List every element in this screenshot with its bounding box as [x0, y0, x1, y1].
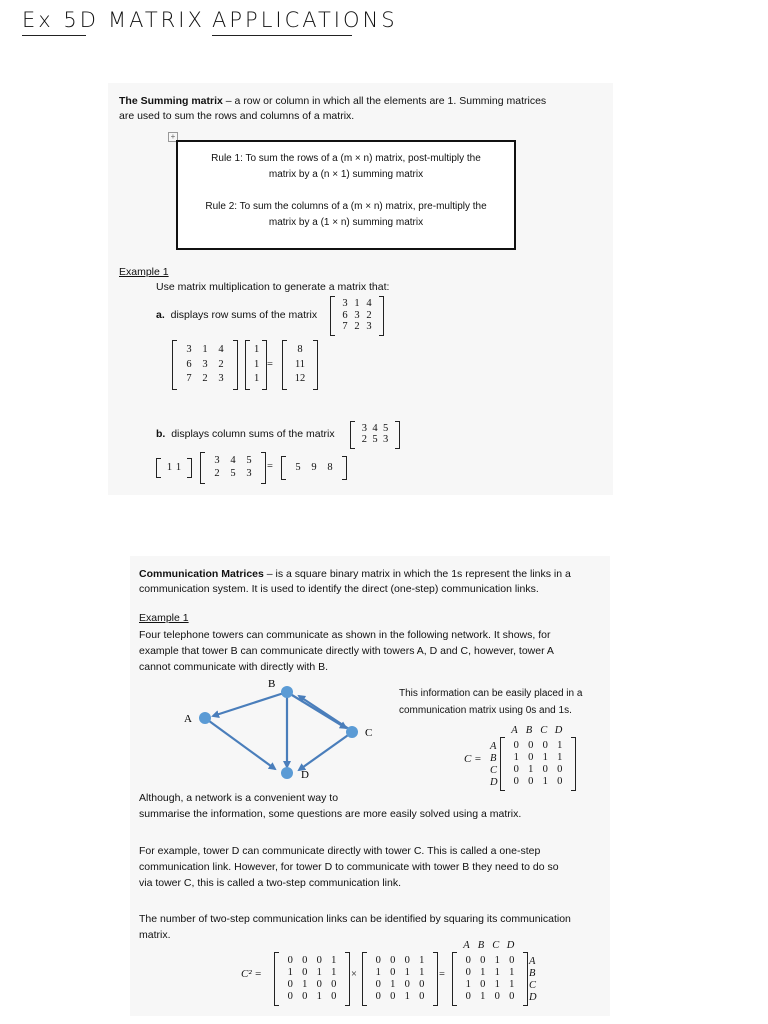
part-a-result-cell: 8	[297, 343, 303, 355]
c2-result-cell: 0	[480, 954, 486, 966]
c2-result-cell: 1	[509, 978, 515, 990]
c2-right-cell: 0	[390, 966, 396, 978]
part-a-matrix-cell: 3	[218, 373, 224, 385]
c2-result-header: D	[506, 940, 515, 951]
onestep-line3: via tower C, this is called a two-step communication link.	[139, 877, 402, 889]
part-a-ones-cell: 1	[254, 358, 260, 370]
part-b: b. displays column sums of the matrix	[156, 428, 335, 440]
c2-result-row-header: B	[529, 967, 536, 979]
c2-result-cell: 1	[494, 954, 500, 966]
c2-left-cell: 0	[331, 990, 337, 1002]
c2-result-header: A	[463, 940, 470, 951]
c2-left-cell: 0	[287, 978, 293, 990]
part-a-ones-cell: 1	[254, 343, 260, 355]
comm-matrix-cell: 0	[557, 775, 563, 787]
rule1-line1: Rule 1: To sum the rows of a (m × n) matrix, post-multiply the	[211, 153, 481, 164]
part-a-result-cell: 12	[294, 373, 306, 385]
rule2-line2: matrix by a (1 × n) summing matrix	[268, 217, 424, 228]
c2-right-cell: 0	[375, 990, 381, 1002]
c2-left-cell: 1	[287, 966, 293, 978]
node-label-c: C	[365, 727, 373, 739]
comm-matrix-cell: 1	[513, 751, 519, 763]
part-a-matrix	[172, 340, 238, 390]
c2-right-cell: 0	[404, 954, 410, 966]
matrix-c-label: C =	[464, 753, 482, 765]
c2-right-cell: 1	[404, 990, 410, 1002]
part-b-result-cell: 9	[311, 461, 317, 473]
comm-matrix-row-header: D	[490, 776, 498, 788]
c2-result-cell: 0	[465, 954, 471, 966]
comm-matrix-cell: 1	[542, 751, 548, 763]
communication-matrix	[500, 737, 576, 791]
c2-result-cell: 0	[509, 990, 515, 1002]
c2-right-cell: 1	[375, 966, 381, 978]
c2-left-cell: 1	[331, 966, 337, 978]
comm-matrix-cell: 0	[528, 739, 534, 751]
part-a: a. displays row sums of the matrix	[156, 309, 318, 321]
header-exercise: Ex 5D	[22, 8, 99, 32]
c2-result-row-header: A	[529, 955, 536, 967]
part-a-inline-cell: 1	[354, 298, 360, 310]
part-a-summing-column	[245, 340, 267, 390]
comm-matrix-cell: 1	[528, 763, 534, 775]
c2-right-cell: 0	[390, 990, 396, 1002]
network-text-line2: summarise the information, some questions are more easily solved using a matrix.	[139, 808, 522, 820]
example-line1: Four telephone towers can communicate as shown in the following network. It shows, for	[139, 629, 551, 641]
c2-right-cell: 0	[375, 954, 381, 966]
c-squared-equals: =	[439, 969, 445, 980]
summing-example-label: Example 1	[119, 266, 169, 278]
twostep-line1: The number of two-step communication links can be identified by squaring its communication	[139, 913, 571, 925]
summing-instruction: Use matrix multiplication to generate a matrix that:	[156, 281, 390, 293]
example-line3: cannot communicate with directly with B.	[139, 661, 329, 673]
part-b-inline-cell: 2	[361, 434, 367, 445]
c2-result-cell: 1	[480, 966, 486, 978]
onestep-line1: For example, tower D can communicate directly with tower C. This is called a one-step	[139, 845, 541, 857]
communication-example-label: Example 1	[139, 612, 189, 624]
part-b-result	[281, 456, 347, 480]
comm-matrix-cell: 0	[513, 739, 519, 751]
part-b-ones-cell: 1	[166, 461, 173, 473]
part-b-ones-cell: 1	[175, 461, 182, 473]
onestep-line2: communication link. However, for tower D to communicate with tower B they need to do so	[139, 861, 559, 873]
part-b-matrix-cell: 5	[246, 455, 252, 466]
c2-result-cell: 0	[465, 990, 471, 1002]
c2-result-cell: 0	[465, 966, 471, 978]
c2-result-cell: 0	[480, 978, 486, 990]
comm-matrix-cell: 0	[528, 751, 534, 763]
summing-intro-line2: are used to sum the rows and columns of a matrix.	[119, 110, 355, 122]
rule1-line2: matrix by a (n × 1) summing matrix	[268, 169, 424, 180]
part-a-matrix-cell: 3	[186, 343, 192, 355]
part-b-inline-cell: 5	[372, 434, 378, 445]
node-c	[346, 726, 358, 738]
c2-left-cell: 0	[287, 990, 293, 1002]
part-a-matrix-cell: 2	[202, 373, 208, 385]
part-b-equals: =	[267, 461, 273, 472]
comm-matrix-row-header: A	[490, 740, 497, 752]
summing-title: The Summing matrix	[119, 95, 223, 107]
part-a-inline-cell: 4	[366, 298, 372, 310]
rule2-line1: Rule 2: To sum the columns of a (m × n) matrix, pre-multiply the	[205, 201, 487, 212]
c2-result-header: B	[477, 940, 485, 951]
edge-c-b	[299, 696, 352, 731]
part-a-result-cell: 11	[294, 358, 306, 370]
part-b-result-cell: 5	[295, 461, 301, 473]
part-b-matrix-cell: 2	[214, 468, 220, 479]
c2-result-cell: 1	[494, 978, 500, 990]
comm-matrix-cell: 0	[513, 775, 519, 787]
c-squared-label: C² =	[241, 968, 262, 980]
comm-matrix-cell: 0	[528, 775, 534, 787]
c2-right-cell: 1	[419, 954, 425, 966]
c2-result-row-header: D	[529, 991, 537, 1003]
part-b-summing-row	[156, 458, 192, 478]
c2-left-cell: 0	[316, 978, 322, 990]
node-label-b: B	[268, 678, 276, 690]
c2-result-cell: 1	[509, 966, 515, 978]
comm-matrix-cell: 0	[542, 739, 548, 751]
part-b-matrix-cell: 4	[230, 455, 236, 466]
example-line2: example that tower B can communicate directly with towers A, D and C, however, tower A	[139, 645, 554, 657]
part-b-matrix-cell: 3	[214, 455, 220, 466]
communication-title: Communication Matrices	[139, 568, 264, 580]
table-move-handle-icon[interactable]: +	[168, 132, 178, 142]
part-a-ones-cell: 1	[254, 373, 260, 385]
comm-matrix-row-header: B	[490, 752, 497, 764]
c2-result-header: C	[492, 940, 500, 951]
part-a-matrix-cell: 1	[202, 343, 208, 355]
part-a-inline-cell: 7	[342, 320, 348, 332]
header-underline	[212, 35, 352, 36]
part-b-inline-cell: 4	[372, 423, 378, 434]
part-a-matrix-cell: 2	[218, 358, 224, 370]
c2-left-cell: 0	[302, 966, 308, 978]
c2-right-cell: 0	[375, 978, 381, 990]
header-matrix: MATRIX	[108, 8, 205, 32]
c2-left-cell: 0	[302, 990, 308, 1002]
c2-left-cell: 1	[316, 990, 322, 1002]
c-squared-left-factor	[274, 952, 350, 1006]
part-b-inline-cell: 5	[383, 423, 389, 434]
node-d	[281, 767, 293, 779]
c2-right-cell: 1	[419, 966, 425, 978]
c2-result-cell: 1	[480, 990, 486, 1002]
comm-matrix-header: C	[540, 725, 548, 736]
part-a-inline-cell: 3	[366, 320, 372, 332]
c2-right-cell: 0	[390, 954, 396, 966]
c2-right-cell: 1	[390, 978, 396, 990]
c2-left-cell: 1	[331, 954, 337, 966]
part-a-matrix-cell: 4	[218, 343, 224, 355]
side-text-line1: This information can be easily placed in a	[399, 688, 583, 699]
part-a-inline-cell: 2	[366, 309, 372, 321]
part-a-inline-cell: 3	[354, 309, 360, 321]
edge-c-d	[299, 733, 351, 770]
part-a-matrix-cell: 3	[202, 358, 208, 370]
c2-right-cell: 0	[404, 978, 410, 990]
part-a-equals: =	[267, 359, 273, 370]
c2-result-cell: 1	[494, 966, 500, 978]
part-b-matrix-cell: 5	[230, 468, 236, 479]
summing-intro: The Summing matrix – a row or column in which all the elements are 1. Summing matrices	[119, 95, 547, 107]
header-applications: APPLICATIONS	[212, 8, 398, 32]
c2-left-cell: 0	[287, 954, 293, 966]
c-squared-right-factor	[362, 952, 438, 1006]
comm-matrix-row-header: C	[490, 764, 498, 776]
part-a-inline-cell: 2	[354, 320, 360, 332]
part-b-matrix	[200, 452, 266, 484]
comm-matrix-cell: 1	[557, 739, 563, 751]
part-b-matrix-inline	[350, 421, 400, 449]
c-squared-result	[452, 952, 528, 1006]
network-text-line1: Although, a network is a convenient way to	[139, 792, 339, 804]
part-a-inline-cell: 3	[342, 298, 348, 310]
c2-left-cell: 0	[302, 954, 308, 966]
c2-result-cell: 0	[509, 954, 515, 966]
part-a-inline-cell: 6	[342, 309, 348, 321]
c2-left-cell: 1	[316, 966, 322, 978]
node-label-d: D	[301, 769, 309, 781]
comm-matrix-cell: 1	[557, 751, 563, 763]
times-sign: ×	[351, 969, 357, 980]
c2-left-cell: 0	[331, 978, 337, 990]
part-a-matrix-inline	[330, 296, 384, 336]
rules-box	[176, 140, 516, 250]
c2-left-cell: 0	[316, 954, 322, 966]
c2-result-row-header: C	[529, 979, 537, 991]
comm-matrix-cell: 0	[542, 763, 548, 775]
comm-matrix-cell: 0	[513, 763, 519, 775]
part-a-matrix-cell: 7	[186, 373, 192, 385]
communication-intro-line2: communication system. It is used to identify the direct (one-step) communication links.	[139, 583, 539, 595]
part-a-result	[282, 340, 318, 390]
header-underline	[22, 35, 86, 36]
comm-matrix-header: A	[511, 725, 518, 736]
part-b-inline-cell: 3	[361, 423, 367, 434]
twostep-line2: matrix.	[139, 929, 171, 941]
c2-left-cell: 1	[302, 978, 308, 990]
c2-right-cell: 0	[419, 978, 425, 990]
node-label-a: A	[184, 713, 192, 725]
c2-right-cell: 1	[404, 966, 410, 978]
side-text-line2: communication matrix using 0s and 1s.	[399, 705, 572, 716]
edge-b-c	[287, 692, 346, 728]
edge-a-d	[205, 718, 275, 769]
comm-matrix-header: B	[525, 725, 533, 736]
comm-matrix-header: D	[554, 725, 563, 736]
communication-intro: Communication Matrices – is a square binary matrix in which the 1s represent the links in a	[139, 568, 571, 580]
part-b-inline-cell: 3	[383, 434, 389, 445]
node-a	[199, 712, 211, 724]
c2-result-cell: 1	[465, 978, 471, 990]
c2-result-cell: 0	[494, 990, 500, 1002]
part-a-matrix-cell: 6	[186, 358, 192, 370]
node-b	[281, 686, 293, 698]
edge-b-a	[213, 692, 287, 716]
tower-network-diagram	[175, 676, 390, 786]
c2-right-cell: 0	[419, 990, 425, 1002]
part-b-result-cell: 8	[327, 461, 333, 473]
comm-matrix-cell: 1	[542, 775, 548, 787]
part-b-matrix-cell: 3	[246, 468, 252, 479]
comm-matrix-cell: 0	[557, 763, 563, 775]
